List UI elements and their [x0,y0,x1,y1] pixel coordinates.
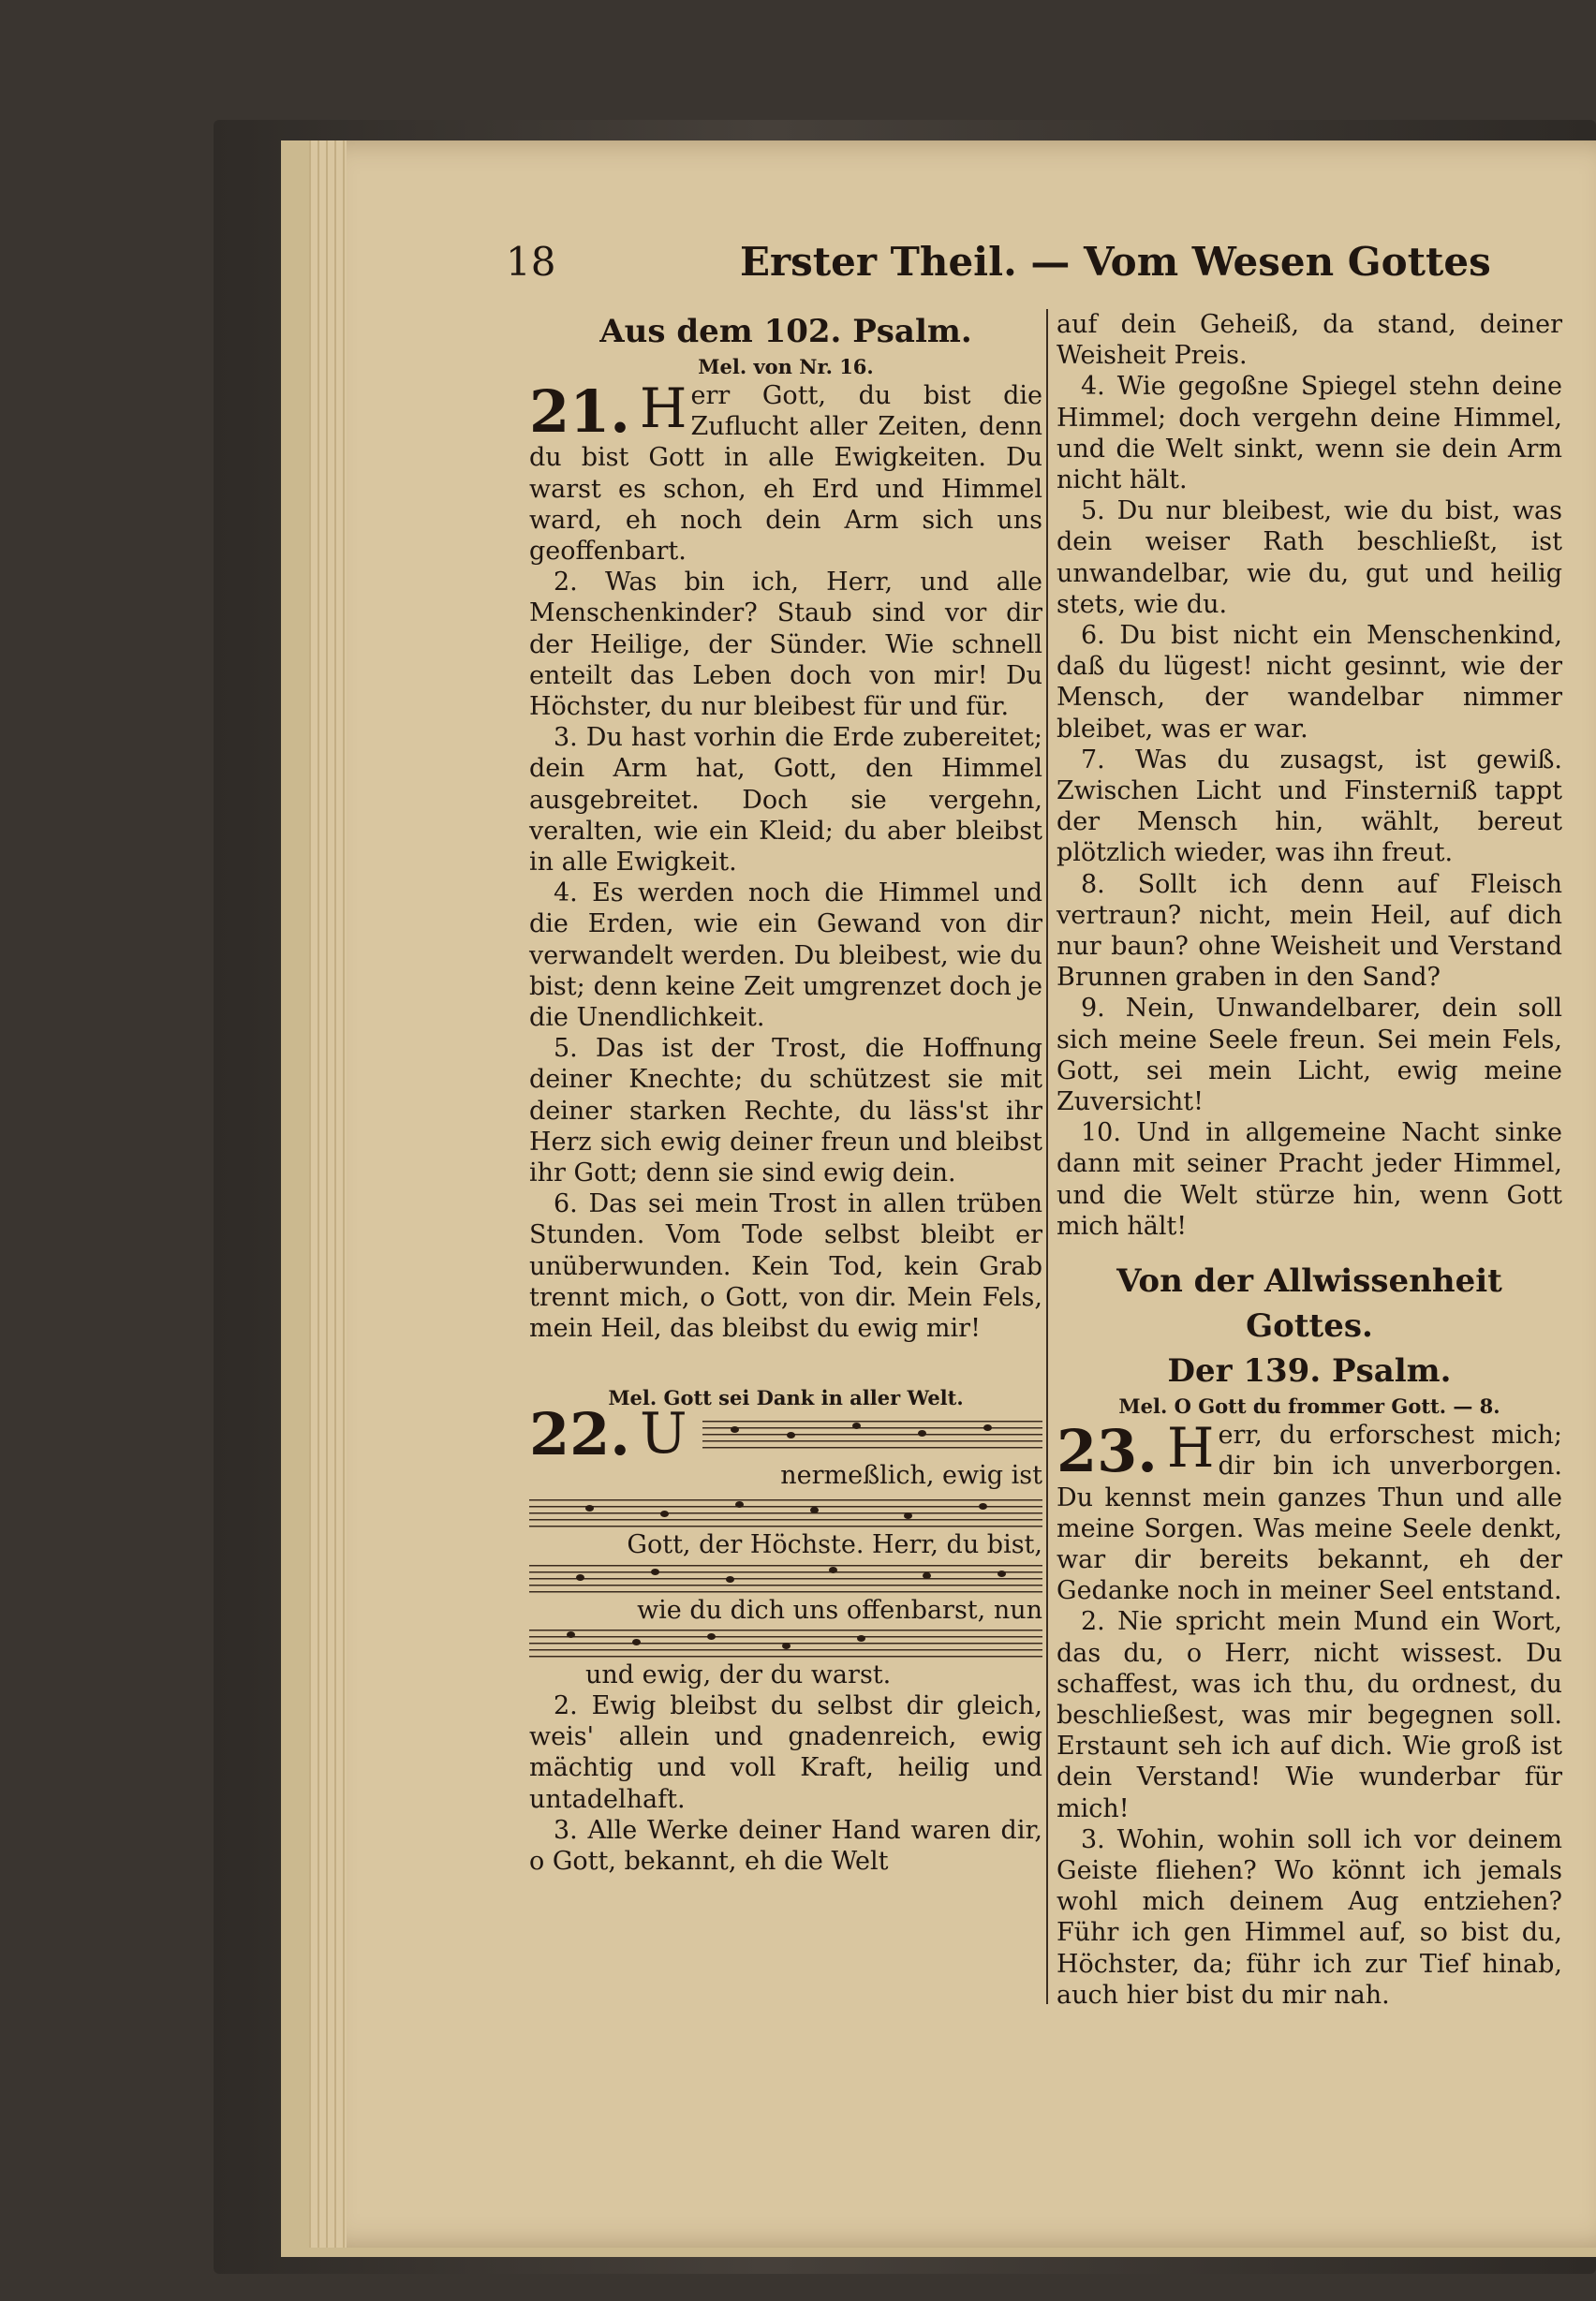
hymn-23-text: err, du erforschest mich; dir bin ich unverborgen. Du kennst mein ganzes Thun und alle meine Sorgen. Was meine Seele denkt, war dir bereits bekannt, eh der Gedanke noch in meiner Seel entstand. [1057,1421,1562,1606]
hymn-22-verse-3: 3. Alle Werke deiner Hand waren dir, o Gott, bekannt, eh die Welt [529,1815,1042,1876]
hymn-23-verse-3: 3. Wohin, wohin soll ich vor deinem Geiste fliehen? Wo könnt ich jemals wohl mich deinem Aug entziehen? Führ ich gen Himmel auf, so bist du, Höchster, da; führ ich zur Tief hinab, auch hier bist du mir nah. [1057,1824,1562,2010]
page-stack-lines [309,140,347,2248]
hymn-22-verse-10: 10. Und in allgemeine Nacht sinke dann mit seiner Pracht jeder Himmel, und die Welt stürze hin, wenn Gott mich hält! [1057,1118,1562,1241]
hymn-22-verse-9: 9. Nein, Unwandelbarer, dein soll sich meine Seele freun. Sei mein Fels, Gott, sei mein Licht, ewig meine Zuversicht! [1057,994,1562,1117]
hymn-22-verse-7: 7. Was du zusagst, ist gewiß. Zwischen Licht und Finsterniß tappt der Mensch hin, wählt, bereut plötzlich wieder, was ihn freut. [1057,745,1562,868]
right-column [1057,309,1562,2011]
hymn-22-verse-3-continued: auf dein Geheiß, da stand, deiner Weisheit Preis. [1057,310,1562,371]
music-staff-3 [529,1565,1042,1593]
melody-23: Mel. O Gott du frommer Gott. — 8. [1118,1394,1500,1419]
hymn-22-verse-2: 2. Ewig bleibst du selbst dir gleich, weis' allein und gnadenreich, ewig mächtig und voll Kraft, heilig und untadelhaft. [529,1690,1042,1814]
lyric-line-2: Gott, der Höchste. Herr, du bist, [627,1530,1042,1560]
page-number: 18 [506,239,556,285]
section-title: Von der Allwissenheit Gottes. [1116,1262,1502,1346]
psalm-102-title: Aus dem 102. Psalm. [599,313,972,350]
hymn-21-first-verse [529,376,1042,567]
hymn-22-verse-4: 4. Wie gegoßne Spiegel stehn deine Himmel; doch vergehn deine Himmel, und die Welt sinkt, wenn sie dein Arm nicht hält. [1057,372,1562,495]
lyric-line-1: nermeßlich, ewig ist [780,1461,1042,1491]
hymn-21-number: 21. [529,377,630,446]
column-divider [1046,309,1048,2004]
running-header: Erster Theil. — Vom Wesen Gottes [740,239,1491,285]
melody-22: Mel. Gott sei Dank in aller Welt. [608,1386,964,1410]
hymn-21-verse-3: 3. Du hast vorhin die Erde zubereitet; dein Arm hat, Gott, den Himmel ausgebreitet. Doch sie vergehn, veralten, wie ein Kleid; du aber bleibst in alle Ewigkeit. [529,723,1042,878]
hymn-21-verse-4: 4. Es werden noch die Himmel und die Erden, wie ein Gewand von dir verwandelt werden. Du bleibest, wie du bist; denn keine Zeit umgrenzet doch je die Unendlichkeit. [529,878,1042,1033]
hymn-22-verse-6: 6. Du bist nicht ein Menschenkind, daß du lügest! nicht gesinnt, wie der Mensch, der wandelbar nimmer bleibet, was er war. [1057,621,1562,744]
hymn-22-verse-8: 8. Sollt ich denn auf Fleisch vertraun? nicht, mein Heil, auf dich nur baun? ohne Weisheit und Verstand Brunnen graben in den Sand? [1057,869,1562,993]
hymn-23-number: 23. [1057,1417,1158,1486]
hymn-22-dropcap: U [640,1401,687,1468]
left-column [529,309,1042,1877]
hymn-23-dropcap: H [1166,1416,1215,1481]
hymn-21-dropcap: H [639,376,687,440]
music-staff-4 [529,1630,1042,1658]
hymn-23-first-verse [1057,1416,1562,1606]
hymn-21-verse-2: 2. Was bin ich, Herr, und alle Menschenkinder? Staub sind vor dir der Heilige, der Sünder. Wie schnell enteilt das Leben doch von mir! Du Höchster, du nur bleibest für und für. [529,568,1042,722]
lyric-line-4: und ewig, der du warst. [585,1659,892,1689]
psalm-139-title: Der 139. Psalm. [1167,1352,1452,1391]
hymn-21-verse-6: 6. Das sei mein Trost in allen trüben Stunden. Vom Tode selbst bleibt er unüberwunden. Kein Tod, kein Grab trennt mich, o Gott, von dir. Mein Fels, mein Heil, das bleibst du ewig mir! [529,1189,1042,1344]
hymn-23-verse-2: 2. Nie spricht mein Mund ein Wort, das du, o Herr, nicht wissest. Du schaffest, was ich thu, du ordnest, du beschließest, was mir begegnen soll. Erstaunt seh ich auf dich. Wie groß ist dein Verstand! Wie wunderbar für mich! [1057,1607,1562,1823]
lyric-line-3: wie du dich uns offenbarst, nun [637,1595,1042,1625]
hymn-22-number: 22. [529,1400,630,1469]
hymn-21-verse-5: 5. Das ist der Trost, die Hoffnung deiner Knechte; du schützest sie mit deiner starken Rechte, du läss'st ihr Herz sich ewig deiner freun und bleibst ihr Gott; denn sie sind ewig dein. [529,1034,1042,1188]
music-staff-2 [529,1499,1042,1527]
melody-21: Mel. von Nr. 16. [698,355,874,378]
hymn-22-opening [529,1400,1042,1496]
hymn-22-verse-5: 5. Du nur bleibest, wie du bist, was dein weiser Rath beschließt, ist unwandelbar, wie du, gut und heilig stets, wie du. [1057,496,1562,619]
hymn-21-text: err Gott, du bist die Zuflucht aller Zeiten, denn du bist Gott in alle Ewigkeiten. Du warst es schon, eh Erd und Himmel ward, eh noch dein Arm sich uns geoffenbart. [529,381,1042,567]
music-staff-1 [702,1421,1042,1449]
